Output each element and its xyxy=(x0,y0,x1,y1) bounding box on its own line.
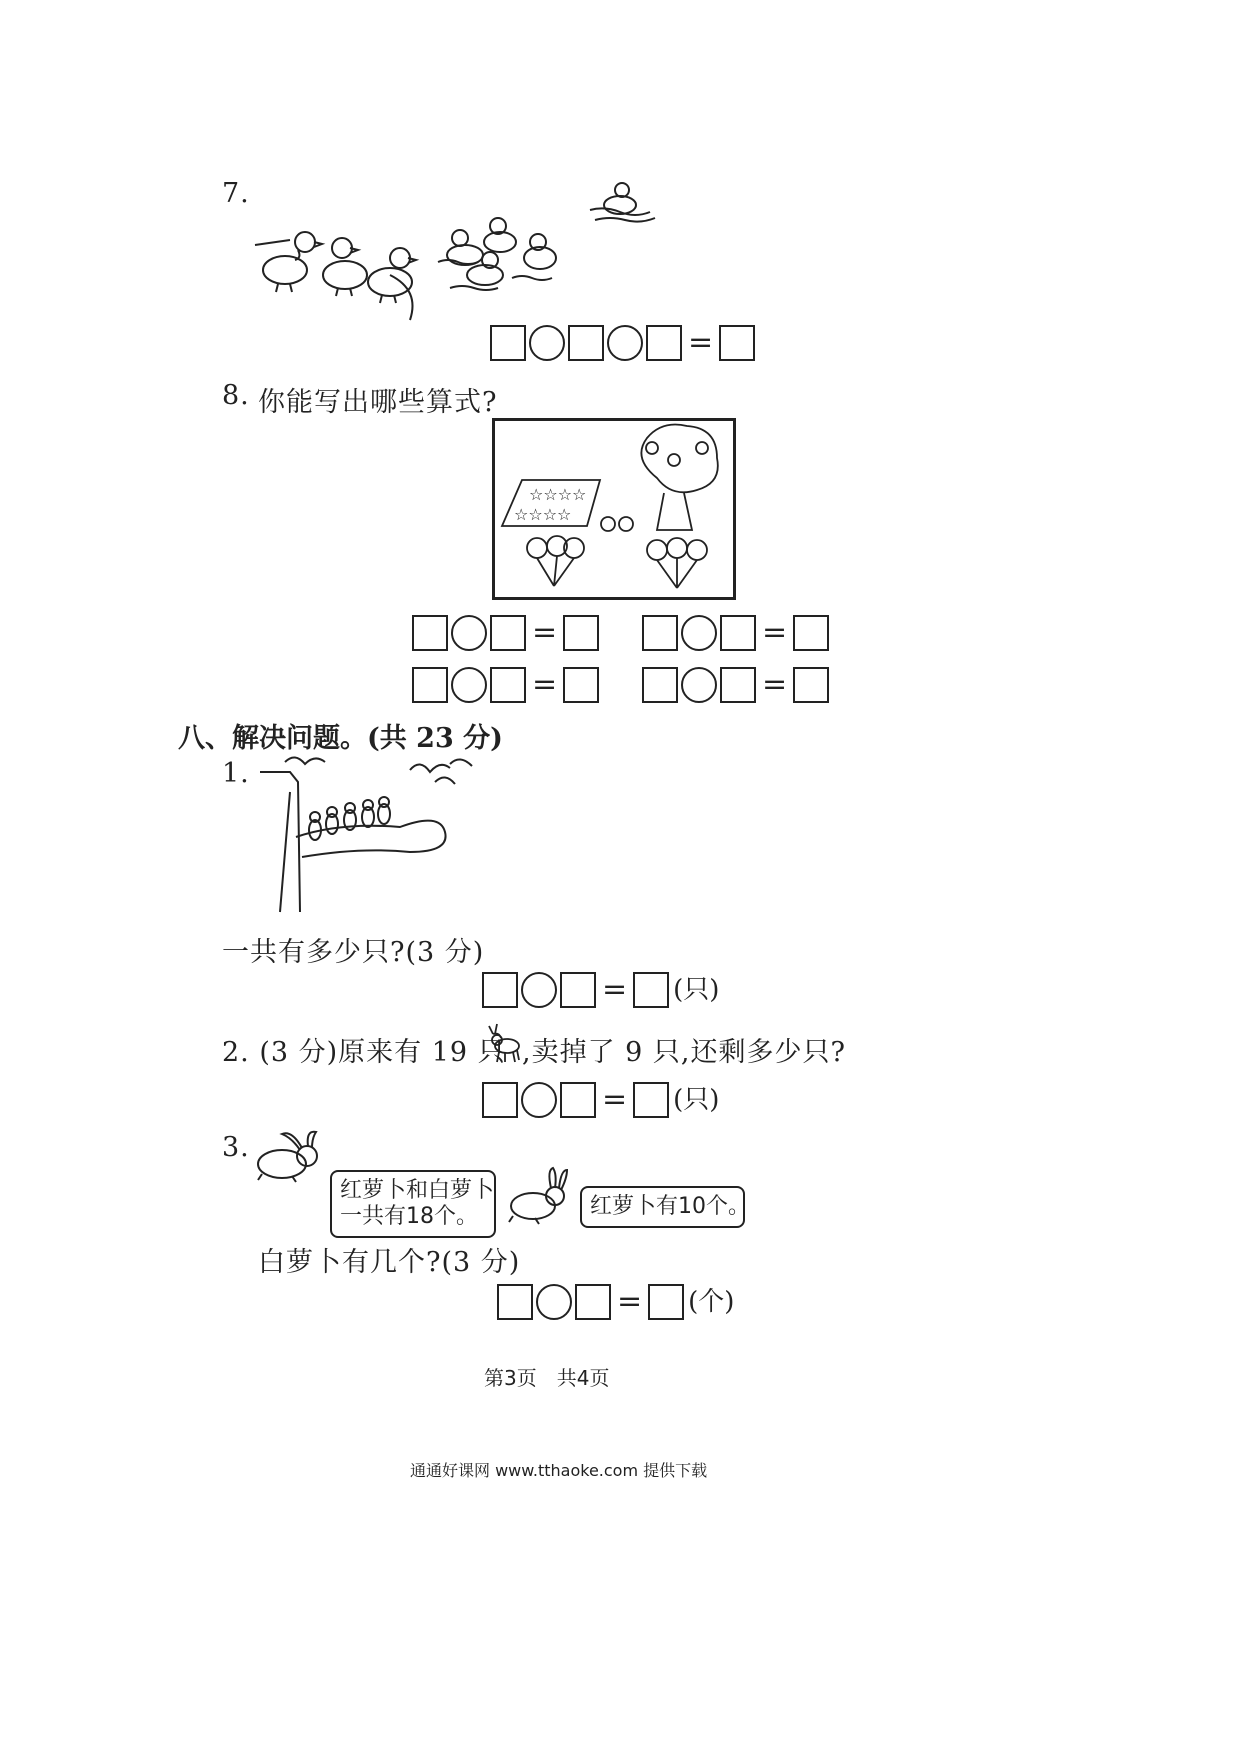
speech-bubble-red: 红萝卜有10个。 xyxy=(580,1186,745,1228)
answer-box[interactable] xyxy=(560,972,596,1008)
answer-box[interactable] xyxy=(633,1082,669,1118)
answer-box[interactable] xyxy=(490,615,526,651)
unit-label: (只) xyxy=(673,1085,720,1115)
operator-circle[interactable] xyxy=(521,1082,557,1118)
answer-box[interactable] xyxy=(482,972,518,1008)
equals-sign: = xyxy=(617,1284,643,1319)
unit-label: (个) xyxy=(688,1287,735,1317)
answer-box[interactable] xyxy=(412,667,448,703)
p3-equation xyxy=(497,1282,734,1322)
question-7-number: 7. xyxy=(222,178,250,209)
section-8-title: 八、解决问题。(共 23 分) xyxy=(178,723,503,754)
problem-3-question: 白萝卜有几个?(3 分) xyxy=(258,1247,521,1278)
problem-2-text-after: ,卖掉了 9 只,还剩多少只? xyxy=(522,1037,846,1068)
equals-sign: = xyxy=(532,615,558,650)
answer-box[interactable] xyxy=(642,615,678,651)
equals-sign: = xyxy=(688,325,714,360)
answer-box[interactable] xyxy=(646,325,682,361)
q8-equation-4 xyxy=(642,665,829,705)
picture-frame xyxy=(492,418,736,600)
page-number: 第3页 共4页 xyxy=(484,1366,610,1390)
answer-box[interactable] xyxy=(490,325,526,361)
answer-box[interactable] xyxy=(720,615,756,651)
operator-circle[interactable] xyxy=(451,667,487,703)
q8-equation-1 xyxy=(412,613,599,653)
answer-box[interactable] xyxy=(560,1082,596,1118)
svg-text:☆☆☆☆: ☆☆☆☆ xyxy=(514,505,572,524)
ducks-illustration xyxy=(250,180,690,320)
rabbit-left-icon xyxy=(252,1126,332,1186)
equals-sign: = xyxy=(602,1082,628,1117)
problem-3-number: 3. xyxy=(222,1132,250,1163)
operator-circle[interactable] xyxy=(681,667,717,703)
operator-circle[interactable] xyxy=(521,972,557,1008)
q8-equation-3 xyxy=(412,665,599,705)
answer-box[interactable] xyxy=(793,615,829,651)
answer-box[interactable] xyxy=(793,667,829,703)
answer-box[interactable] xyxy=(490,667,526,703)
deer-icon xyxy=(483,1020,523,1064)
answer-box[interactable] xyxy=(648,1284,684,1320)
answer-box[interactable] xyxy=(563,667,599,703)
answer-box[interactable] xyxy=(482,1082,518,1118)
rabbit-right-icon xyxy=(505,1166,575,1224)
answer-box[interactable] xyxy=(568,325,604,361)
operator-circle[interactable] xyxy=(681,615,717,651)
svg-text:☆☆☆☆: ☆☆☆☆ xyxy=(529,485,587,504)
bubble-total-line2: 一共有18个。 xyxy=(340,1204,478,1229)
equals-sign: = xyxy=(762,667,788,702)
answer-box[interactable] xyxy=(633,972,669,1008)
operator-circle[interactable] xyxy=(607,325,643,361)
question-8-number: 8. xyxy=(222,380,250,411)
operator-circle[interactable] xyxy=(451,615,487,651)
problem-1-number: 1. xyxy=(222,758,250,789)
p2-equation xyxy=(482,1080,719,1120)
answer-box[interactable] xyxy=(497,1284,533,1320)
birds-tree-illustration xyxy=(250,752,480,917)
answer-box[interactable] xyxy=(720,667,756,703)
equals-sign: = xyxy=(762,615,788,650)
q8-equation-2 xyxy=(642,613,829,653)
speech-bubble-total xyxy=(330,1170,496,1238)
p1-equation xyxy=(482,970,719,1010)
equals-sign: = xyxy=(532,667,558,702)
answer-box[interactable] xyxy=(719,325,755,361)
equals-sign: = xyxy=(602,972,628,1007)
bubble-total-line1: 红萝卜和白萝卜 xyxy=(340,1178,495,1203)
site-credit: 通通好课网 www.tthaoke.com 提供下载 xyxy=(410,1461,708,1480)
operator-circle[interactable] xyxy=(529,325,565,361)
question-8-prompt: 你能写出哪些算式? xyxy=(258,387,498,418)
answer-box[interactable] xyxy=(642,667,678,703)
operator-circle[interactable] xyxy=(536,1284,572,1320)
answer-box[interactable] xyxy=(575,1284,611,1320)
answer-box[interactable] xyxy=(412,615,448,651)
answer-box[interactable] xyxy=(563,615,599,651)
q7-equation xyxy=(490,323,755,363)
problem-2-text-before: 2. (3 分)原来有 19 只 xyxy=(222,1037,506,1068)
problem-1-question: 一共有多少只?(3 分) xyxy=(222,937,485,968)
unit-label: (只) xyxy=(673,975,720,1005)
